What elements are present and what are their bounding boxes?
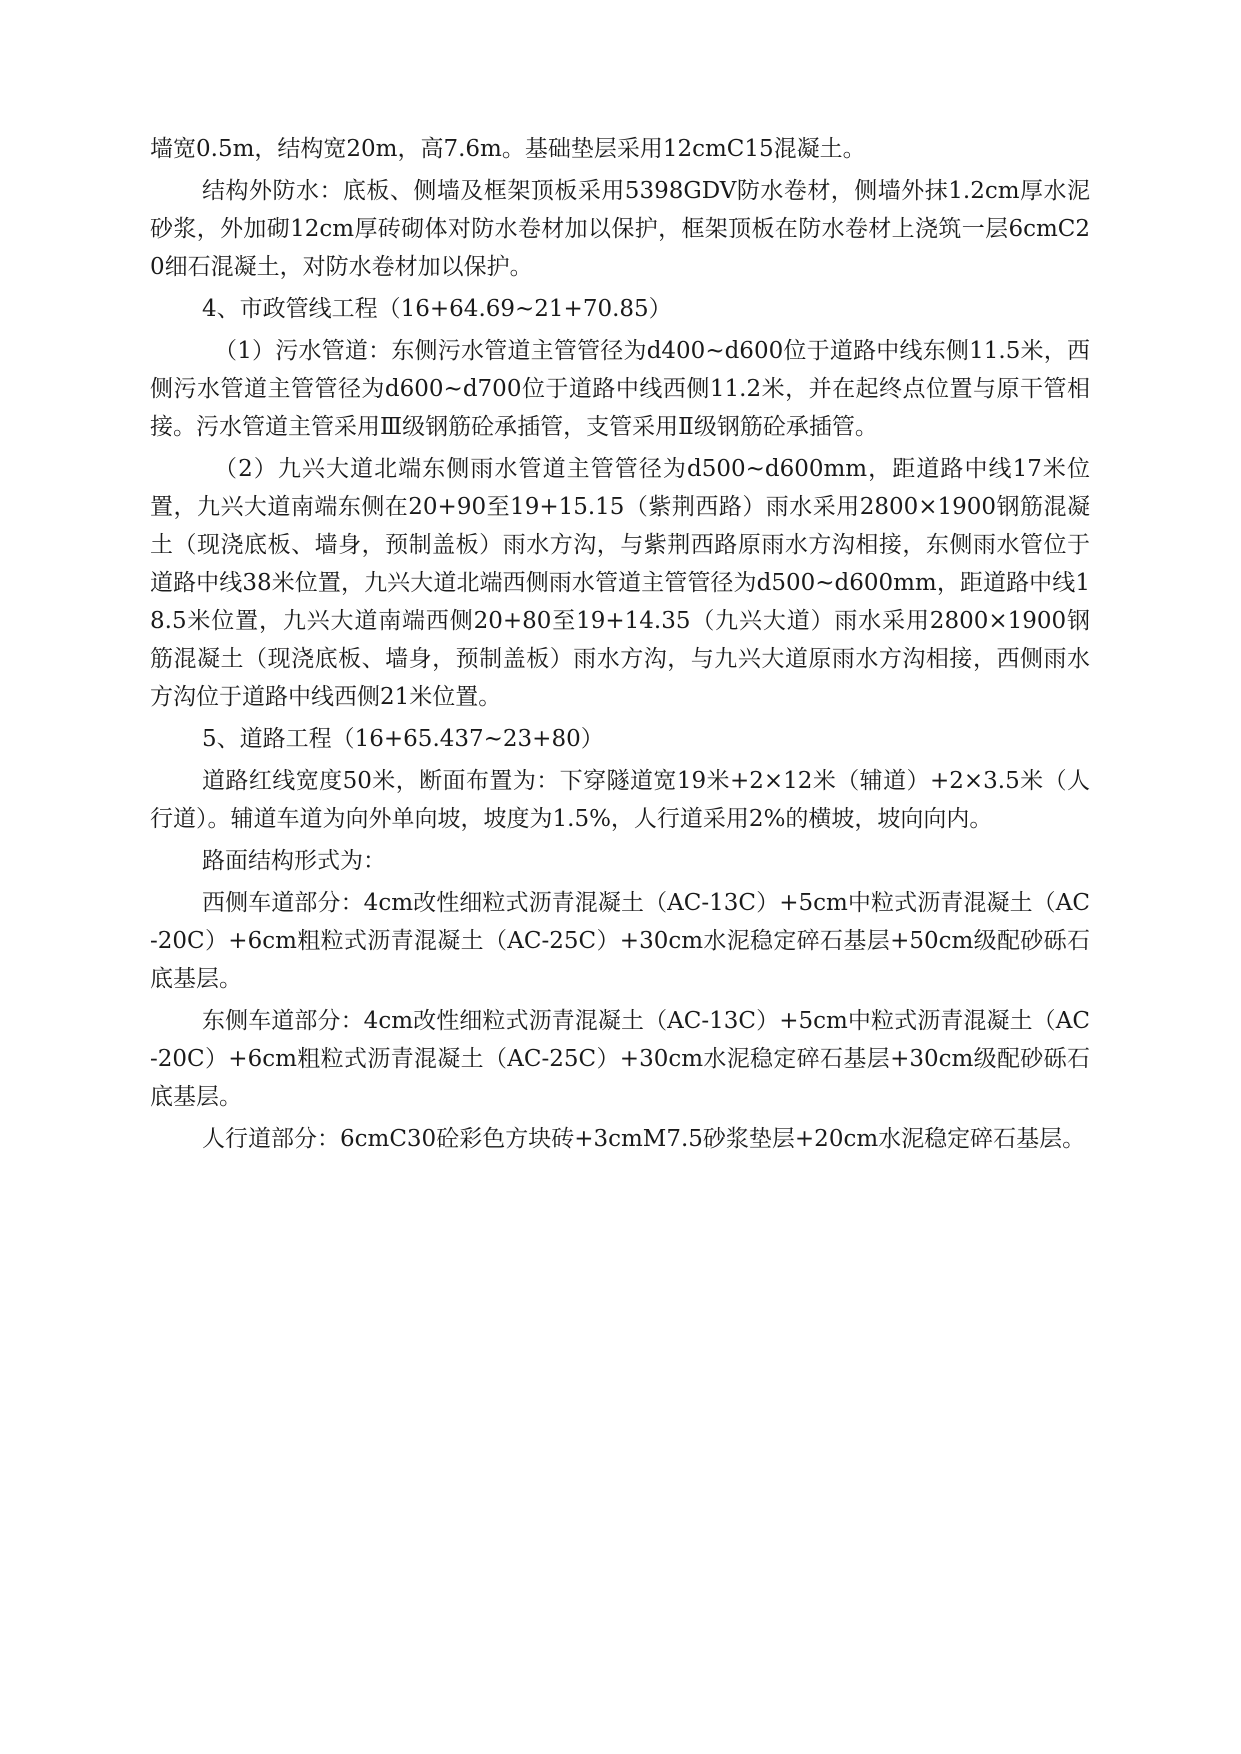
document-page: [150, 130, 1090, 1162]
paragraph-waterproofing: 结构外防水：底板、侧墙及框架顶板采用5398GDV防水卷材，侧墙外抹1.2cm厚水泥砂浆，外加砌12cm厚砖砌体对防水卷材加以保护，框架顶板在防水卷材上浇筑一层6cmC20细石混凝土，对防水卷材加以保护。: [150, 178, 1090, 280]
paragraph-east-lane-structure: 东侧车道部分：4cm改性细粒式沥青混凝土（AC-13C）+5cm中粒式沥青混凝土（AC-20C）+6cm粗粒式沥青混凝土（AC-25C）+30cm水泥稳定碎石基层+30cm级配砂砾石底基层。: [150, 1008, 1090, 1110]
section-heading-municipal-pipelines: 4、市政管线工程（16+64.69~21+70.85）: [202, 296, 672, 322]
paragraph-pavement-structure-intro: 路面结构形式为：: [202, 848, 386, 874]
paragraph-wall-width: 墙宽0.5m，结构宽20m，高7.6m。基础垫层采用12cmC15混凝土。: [150, 136, 866, 162]
paragraph-west-lane-structure: 西侧车道部分：4cm改性细粒式沥青混凝土（AC-13C）+5cm中粒式沥青混凝土（AC-20C）+6cm粗粒式沥青混凝土（AC-25C）+30cm水泥稳定碎石基层+50cm级配砂砾石底基层。: [150, 890, 1090, 992]
paragraph-sidewalk-structure: 人行道部分：6cmC30砼彩色方块砖+3cmM7.5砂浆垫层+20cm水泥稳定碎石基层。: [202, 1126, 1086, 1152]
section-heading-road-works: 5、道路工程（16+65.437~23+80）: [202, 726, 604, 752]
paragraph-rainwater-pipe: （2）九兴大道北端东侧雨水管道主管管径为d500~d600mm，距道路中线17米位置，九兴大道南端东侧在20+90至19+15.15（紫荆西路）雨水采用2800×1900钢筋混凝土（现浇底板、墙身，预制盖板）雨水方沟，与紫荆西路原雨水方沟相接，东侧雨水管位于道路中线38米位置，九兴大道北端西侧雨水管道主管管径为d500~d600mm，距道路中线18.5米位置，九兴大道南端西侧20+80至19+14.35（九兴大道）雨水采用2800×1900钢筋混凝土（现浇底板、墙身，预制盖板）雨水方沟，与九兴大道原雨水方沟相接，西侧雨水方沟位于道路中线西侧21米位置。: [150, 456, 1090, 710]
paragraph-road-cross-section: 道路红线宽度50米，断面布置为：下穿隧道宽19米+2×12米（辅道）+2×3.5米（人行道）。辅道车道为向外单向坡，坡度为1.5%，人行道采用2%的横坡，坡向向内。: [150, 768, 1090, 832]
paragraph-sewage-pipe: （1）污水管道：东侧污水管道主管管径为d400~d600位于道路中线东侧11.5米，西侧污水管道主管管径为d600~d700位于道路中线西侧11.2米，并在起终点位置与原干管相接。污水管道主管采用Ⅲ级钢筋砼承插管，支管采用Ⅱ级钢筋砼承插管。: [150, 338, 1090, 440]
